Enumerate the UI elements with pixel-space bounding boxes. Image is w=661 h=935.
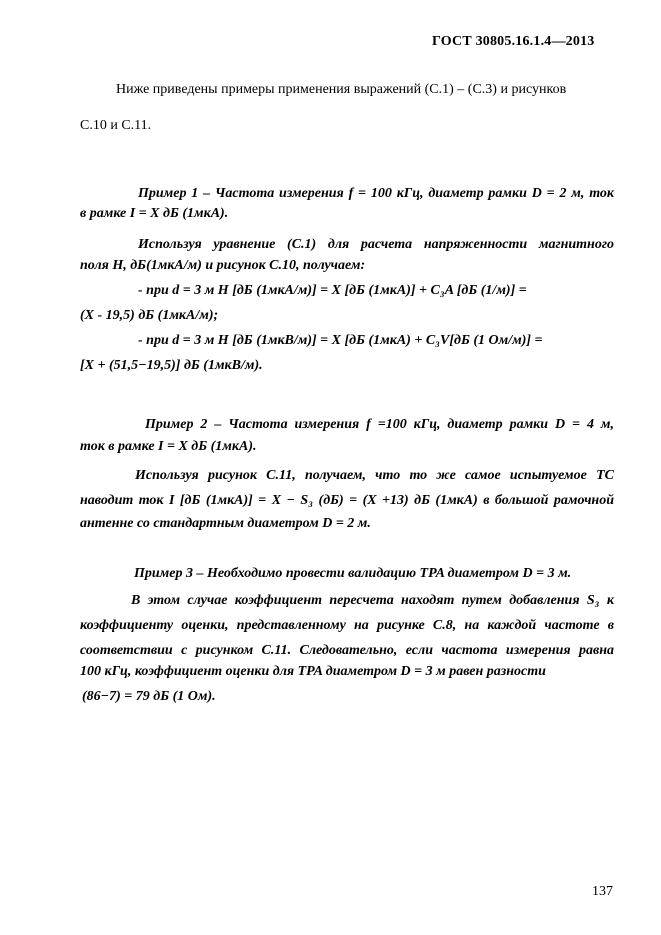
- intro-line-2: С.10 и С.11.: [80, 118, 152, 133]
- example3-line-3: коэффициенту оценки, представленному на рисунке С.8, на каждой частоте в: [80, 618, 614, 633]
- example3-line-4: соответствии с рисунком С.11. Следовательно, если частота измерения равна: [80, 643, 614, 658]
- example1-line-3: Используя уравнение (С.1) для расчета напряженности магнитного: [138, 237, 614, 252]
- example1-line-7: - при d = 3 м H [дБ (1мкВ/м)] = X [дБ (1мкА) + C₃V[дБ (1 Ом/м)] =: [138, 333, 543, 348]
- example2-line-3: Используя рисунок С.11, получаем, что то же самое испытуемое ТС: [135, 468, 614, 483]
- example2-line-4: наводит ток I [дБ (1мкА)] = X − S₃ (дБ) = (X +13) дБ (1мкА) в большой рамочной: [80, 493, 614, 508]
- example1-line-4: поля H, дБ(1мкА/м) и рисунок С.10, получаем:: [80, 258, 366, 273]
- example3-line-5: 100 кГц, коэффициент оценки для TPA диаметром D = 3 м равен разности: [80, 664, 546, 679]
- example2-line-2: ток в рамке I = X дБ (1мкА).: [80, 439, 257, 454]
- example3-line-6: (86−7) = 79 дБ (1 Ом).: [82, 689, 216, 704]
- example1-line-6: (X - 19,5) дБ (1мкА/м);: [80, 308, 219, 323]
- example1-line-1: Пример 1 – Частота измерения f = 100 кГц, диаметр рамки D = 2 м, ток: [138, 186, 614, 201]
- example1-line-5: - при d = 3 м H [дБ (1мкА/м)] = X [дБ (1мкА)] + C₃A [дБ (1/м)] =: [138, 283, 527, 298]
- document-header: ГОСТ 30805.16.1.4—2013: [432, 34, 595, 49]
- example2-line-1: Пример 2 – Частота измерения f =100 кГц, диаметр рамки D = 4 м,: [145, 417, 614, 432]
- example2-line-5: антенне со стандартным диаметром D = 2 м.: [80, 516, 371, 531]
- intro-line-1: Ниже приведены примеры применения выражений (С.1) – (С.3) и рисунков: [116, 82, 567, 97]
- example1-line-2: в рамке I = X дБ (1мкА).: [80, 206, 229, 221]
- example1-line-8: [X + (51,5−19,5)] дБ (1мкВ/м).: [80, 358, 263, 373]
- page-number: 137: [592, 884, 613, 899]
- example3-line-1: Пример 3 – Необходимо провести валидацию TPA диаметром D = 3 м.: [134, 566, 572, 581]
- example3-line-2: В этом случае коэффициент пересчета находят путем добавления S₃ к: [131, 593, 614, 608]
